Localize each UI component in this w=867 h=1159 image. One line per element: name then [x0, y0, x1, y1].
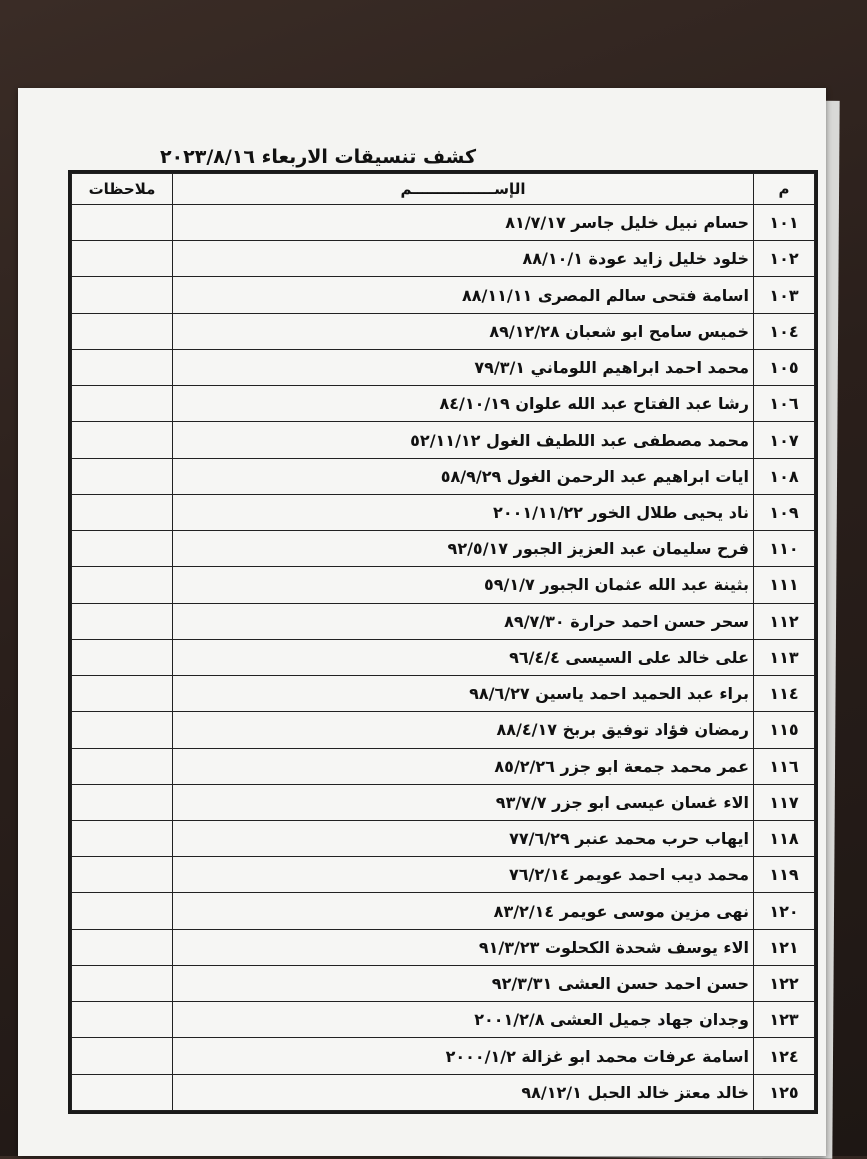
- header-notes: ملاحظات: [72, 174, 173, 205]
- header-number: م: [754, 174, 815, 205]
- row-number: ١٠٩: [754, 494, 815, 530]
- row-number: ١١٥: [754, 712, 815, 748]
- row-notes: [72, 893, 173, 929]
- row-notes: [72, 386, 173, 422]
- roster-table-frame: [68, 170, 818, 1114]
- row-name: الاء غسان عيسى ابو جزر ٩٣/٧/٧: [173, 784, 754, 820]
- row-number: ١١٨: [754, 820, 815, 856]
- row-name: ناد يحيى طلال الخور ٢٠٠١/١١/٢٢: [173, 494, 754, 530]
- row-name: براء عبد الحميد احمد ياسين ٩٨/٦/٢٧: [173, 676, 754, 712]
- row-number: ١٠٦: [754, 386, 815, 422]
- row-number: ١١٧: [754, 784, 815, 820]
- row-name: حسام نبيل خليل جاسر ٨١/٧/١٧: [173, 205, 754, 241]
- table-row: [72, 1038, 815, 1074]
- row-notes: [72, 820, 173, 856]
- row-number: ١٠٤: [754, 313, 815, 349]
- row-notes: [72, 965, 173, 1001]
- row-name: سحر حسن احمد حرارة ٨٩/٧/٣٠: [173, 603, 754, 639]
- row-number: ١١٣: [754, 639, 815, 675]
- row-name: حسن احمد حسن العشى ٩٢/٣/٣١: [173, 965, 754, 1001]
- row-number: ١٠٧: [754, 422, 815, 458]
- row-number: ١١٦: [754, 748, 815, 784]
- row-notes: [72, 748, 173, 784]
- roster-table: [71, 173, 815, 1111]
- row-notes: [72, 422, 173, 458]
- row-name: اسامة فتحى سالم المصرى ٨٨/١١/١١: [173, 277, 754, 313]
- table-row: [72, 712, 815, 748]
- row-number: ١١٢: [754, 603, 815, 639]
- row-notes: [72, 313, 173, 349]
- row-name: ايات ابراهيم عبد الرحمن الغول ٥٨/٩/٢٩: [173, 458, 754, 494]
- table-row: [72, 494, 815, 530]
- row-notes: [72, 1002, 173, 1038]
- row-number: ١٢٤: [754, 1038, 815, 1074]
- row-notes: [72, 676, 173, 712]
- table-row: [72, 205, 815, 241]
- table-row: [72, 820, 815, 856]
- row-name: رمضان فؤاد توفيق بربخ ٨٨/٤/١٧: [173, 712, 754, 748]
- row-notes: [72, 205, 173, 241]
- table-row: [72, 313, 815, 349]
- row-name: محمد مصطفى عبد اللطيف الغول ٥٢/١١/١٢: [173, 422, 754, 458]
- row-name: الاء يوسف شحدة الكحلوت ٩١/٣/٢٣: [173, 929, 754, 965]
- row-notes: [72, 639, 173, 675]
- row-name: بثينة عبد الله عثمان الجبور ٥٩/١/٧: [173, 567, 754, 603]
- table-row: [72, 1074, 815, 1110]
- paper-sheet: [18, 88, 826, 1156]
- row-notes: [72, 1074, 173, 1110]
- row-notes: [72, 494, 173, 530]
- row-number: ١٠٣: [754, 277, 815, 313]
- table-row: [72, 277, 815, 313]
- table-row: [72, 567, 815, 603]
- table-body: [72, 205, 815, 1111]
- row-name: وجدان جهاد جميل العشى ٢٠٠١/٢/٨: [173, 1002, 754, 1038]
- table-row: [72, 422, 815, 458]
- table-row: [72, 603, 815, 639]
- row-number: ١٢٢: [754, 965, 815, 1001]
- row-notes: [72, 241, 173, 277]
- table-header-row: [72, 174, 815, 205]
- row-number: ١٢٣: [754, 1002, 815, 1038]
- table-row: [72, 893, 815, 929]
- row-notes: [72, 857, 173, 893]
- row-notes: [72, 603, 173, 639]
- row-notes: [72, 1038, 173, 1074]
- table-row: [72, 748, 815, 784]
- table-row: [72, 241, 815, 277]
- row-name: على خالد على السيسى ٩٦/٤/٤: [173, 639, 754, 675]
- table-row: [72, 386, 815, 422]
- table-row: [72, 784, 815, 820]
- row-name: محمد احمد ابراهيم اللوماني ٧٩/٣/١: [173, 349, 754, 385]
- row-number: ١٢١: [754, 929, 815, 965]
- row-number: ١٠٨: [754, 458, 815, 494]
- row-name: ايهاب حرب محمد عنبر ٧٧/٦/٢٩: [173, 820, 754, 856]
- table-row: [72, 929, 815, 965]
- table-row: [72, 1002, 815, 1038]
- row-notes: [72, 349, 173, 385]
- row-number: ١٢٥: [754, 1074, 815, 1110]
- row-name: محمد ديب احمد عويمر ٧٦/٢/١٤: [173, 857, 754, 893]
- table-row: [72, 965, 815, 1001]
- row-notes: [72, 277, 173, 313]
- row-notes: [72, 784, 173, 820]
- row-number: ١١١: [754, 567, 815, 603]
- row-name: فرح سليمان عبد العزيز الجبور ٩٢/٥/١٧: [173, 531, 754, 567]
- row-number: ١٠٢: [754, 241, 815, 277]
- row-notes: [72, 929, 173, 965]
- table-row: [72, 531, 815, 567]
- row-name: عمر محمد جمعة ابو جزر ٨٥/٢/٢٦: [173, 748, 754, 784]
- row-name: خميس سامح ابو شعبان ٨٩/١٢/٢٨: [173, 313, 754, 349]
- row-name: خالد معتز خالد الحبل ٩٨/١٢/١: [173, 1074, 754, 1110]
- row-name: نهى مزين موسى عويمر ٨٣/٢/١٤: [173, 893, 754, 929]
- row-number: ١٠٥: [754, 349, 815, 385]
- row-name: خلود خليل زايد عودة ٨٨/١٠/١: [173, 241, 754, 277]
- table-row: [72, 458, 815, 494]
- row-number: ١١٤: [754, 676, 815, 712]
- table-row: [72, 676, 815, 712]
- row-notes: [72, 458, 173, 494]
- table-row: [72, 349, 815, 385]
- row-name: رشا عبد الفتاح عبد الله علوان ٨٤/١٠/١٩: [173, 386, 754, 422]
- row-number: ١١٠: [754, 531, 815, 567]
- row-number: ١١٩: [754, 857, 815, 893]
- row-number: ١٢٠: [754, 893, 815, 929]
- row-name: اسامة عرفات محمد ابو غزالة ٢٠٠٠/١/٢: [173, 1038, 754, 1074]
- document-title: كشف تنسيقات الاربعاء ٢٠٢٣/٨/١٦: [159, 146, 477, 168]
- table-row: [72, 857, 815, 893]
- row-notes: [72, 567, 173, 603]
- row-notes: [72, 712, 173, 748]
- table-row: [72, 639, 815, 675]
- header-name: الإســــــــــــــــم: [173, 174, 754, 205]
- row-number: ١٠١: [754, 205, 815, 241]
- row-notes: [72, 531, 173, 567]
